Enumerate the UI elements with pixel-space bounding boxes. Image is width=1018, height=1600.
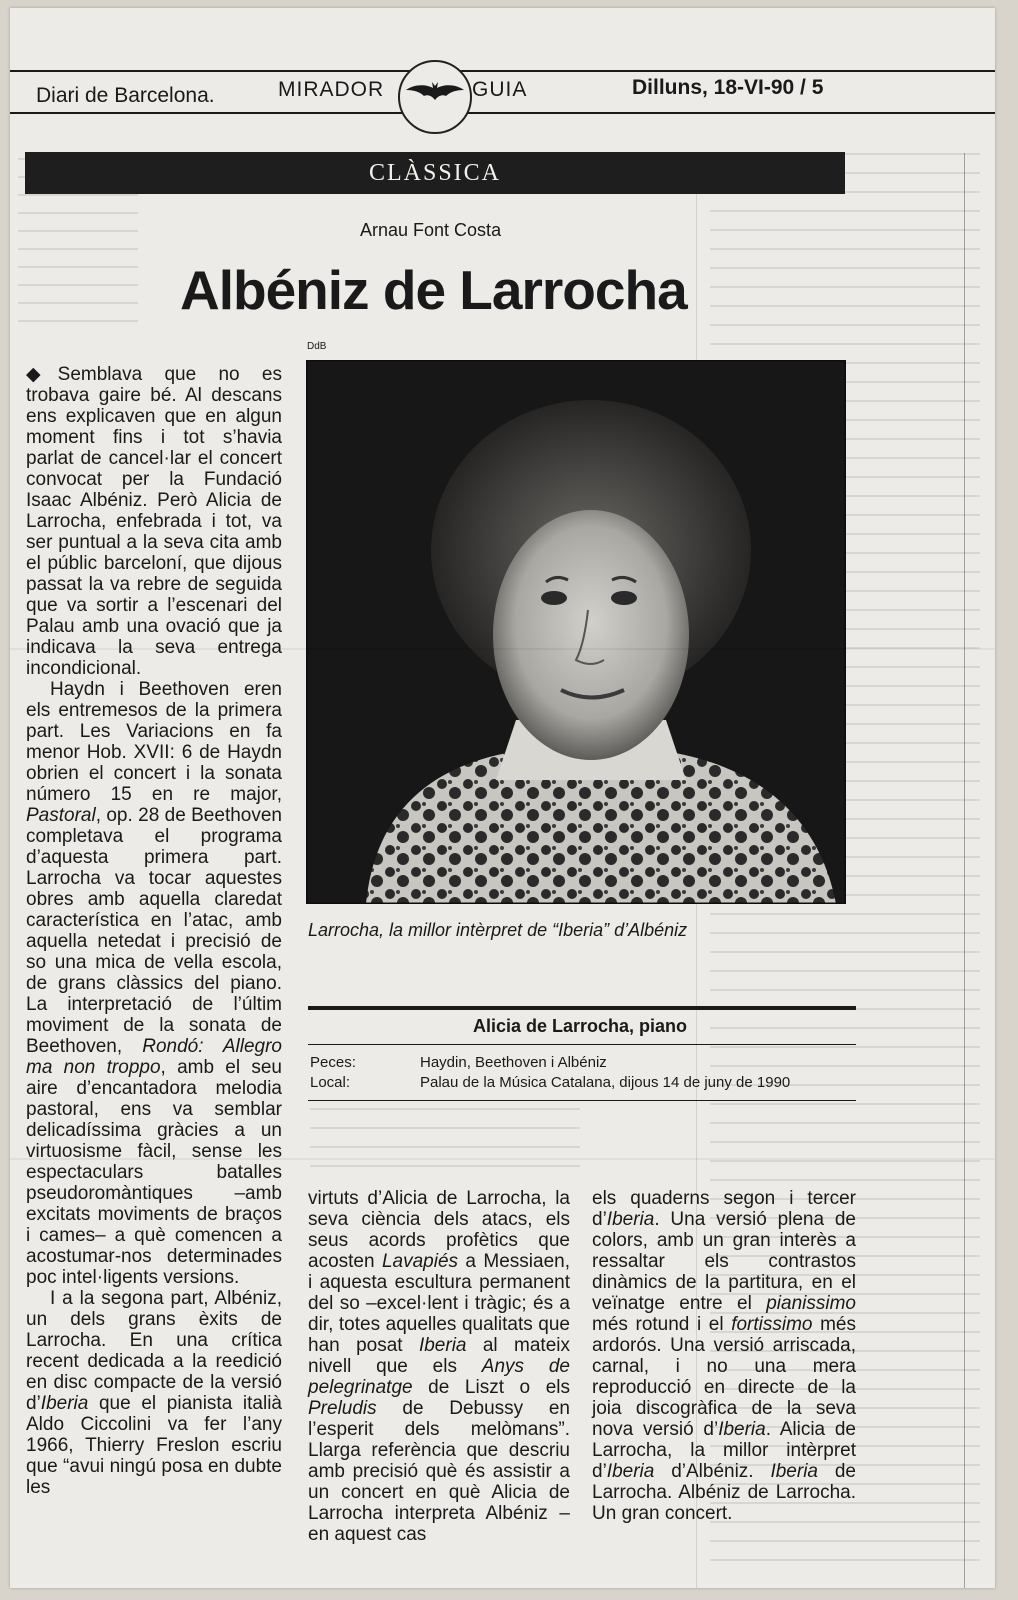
paper-fold — [10, 648, 995, 650]
info-top-rule — [308, 1006, 856, 1010]
section-left: MIRADOR — [278, 78, 385, 101]
date-page: Dilluns, 18-VI-90 / 5 — [632, 76, 824, 99]
photo-credit: DdB — [307, 341, 327, 352]
body-column-3 — [592, 1188, 856, 1524]
info-label-pieces: Peces: — [310, 1054, 356, 1071]
column-3-text: els quaderns segon i tercer d’Iberia. Una versió plena de colors, amb un gran interès a ressaltar els contrastos dinàmics de la partitura, en el veïnatge entre el pianissimo més rotund i el fortissimo més ardorós. Una versió arriscada, carnal, i no una mera reproducció en directe de la joia discogràfica de la seva nova versió d’Iberia. Alicia de Larrocha, la millor intèrpret d’Iberia d’Albéniz. Iberia de Larrocha. Albéniz de Larrocha. Un gran concert. — [592, 1188, 856, 1524]
info-value-venue: Palau de la Música Catalana, dijous 14 de juny de 1990 — [420, 1074, 791, 1091]
paper-fold — [10, 1158, 995, 1160]
right-column-rule — [964, 153, 965, 1588]
body-column-1 — [26, 364, 282, 1498]
paragraph-3: I a la segona part, Albéniz, un dels grans èxits de Larrocha. En una crítica recent dedicada a la reedició en disc compacte de la versió d’Iberia que el pianista italià Aldo Ciccolini va fer l’any 1966, Thierry Freslon escriu que “avui ningú posa en dubte les — [26, 1288, 282, 1498]
info-label-venue: Local: — [310, 1074, 351, 1091]
paragraph-1: ◆Semblava que no es trobava gaire bé. Al descans ens explicaven que en algun moment fins i tot s’havia parlat de cancel·lar el concert convocat per la Fundació Isaac Albéniz. Però Alicia de Larrocha, enfebrada i tot, va ser puntual a la seva cita amb el públic barceloní, que dijous passat la va rebre de seguida que va sortir a l’escenari del Palau amb una ovació que ja indicava la seva entrega incondicional. — [26, 364, 282, 679]
info-mid-rule — [308, 1044, 856, 1045]
paragraph-2: Haydn i Beethoven eren els entremesos de la primera part. Les Variacions en fa menor Hob. XVII: 6 de Haydn obrien el concert i la sonata número 15 en re major, Pastoral, op. 28 de Beethoven completava el programa d’aquesta primera part. Larrocha va tocar aquestes obres amb aquella claredat característica en l’atac, amb aquella netedat i precisió de so una mica de vella escola, de grans clàssics del piano. La interpretació de l’últim moviment de la sonata de Beethoven, Rondó: Allegro ma non troppo, amb el seu aire d’encantadora melodia pastoral, ens va semblar delicadíssima gràcies a un virtuosisme fàcil, sense les espectaculars batalles pseudoromàntiques –amb excitats moviments de braços i cames– a què comencen a acostumar-nos determinades poc intel·ligents versions. — [26, 679, 282, 1288]
body-column-2 — [308, 1188, 570, 1545]
info-bottom-rule — [308, 1100, 856, 1101]
portrait-photo — [306, 360, 846, 904]
masthead-bottom-rule — [10, 112, 995, 114]
masthead-top-rule — [10, 70, 995, 72]
info-value-pieces: Haydin, Beethoven i Albéniz — [420, 1054, 607, 1071]
bat-logo-icon — [398, 60, 472, 134]
paper-name: Diari de Barcelona. — [36, 84, 215, 107]
info-title: Alicia de Larrocha, piano — [472, 1016, 688, 1036]
column-2-text: virtuts d’Alicia de Larrocha, la seva ciència dels atacs, els seus acords profètics que acosten Lavapiés a Messiaen, i aquesta escultura permanent del so –excel·lent i tràgic; és a dir, totes aquelles qualitats que han posat Iberia al mateix nivell que els Anys de pelegrinatge de Liszt o els Preludis de Debussy en l’esperit dels melòmans”. Llarga referència que descriu amb precisió què és assistir a un concert en què Alicia de Larrocha interpreta Albéniz –en aquest cas — [308, 1188, 571, 1545]
section-label: CLÀSSICA — [25, 152, 845, 194]
headline: Albéniz de Larrocha — [180, 259, 687, 321]
section-right: GUIA — [472, 78, 528, 101]
byline: Arnau Font Costa — [360, 220, 502, 240]
newspaper-page — [10, 8, 995, 1588]
photo-caption: Larrocha, la millor intèrpret de “Iberia” d’Albéniz — [308, 920, 688, 940]
